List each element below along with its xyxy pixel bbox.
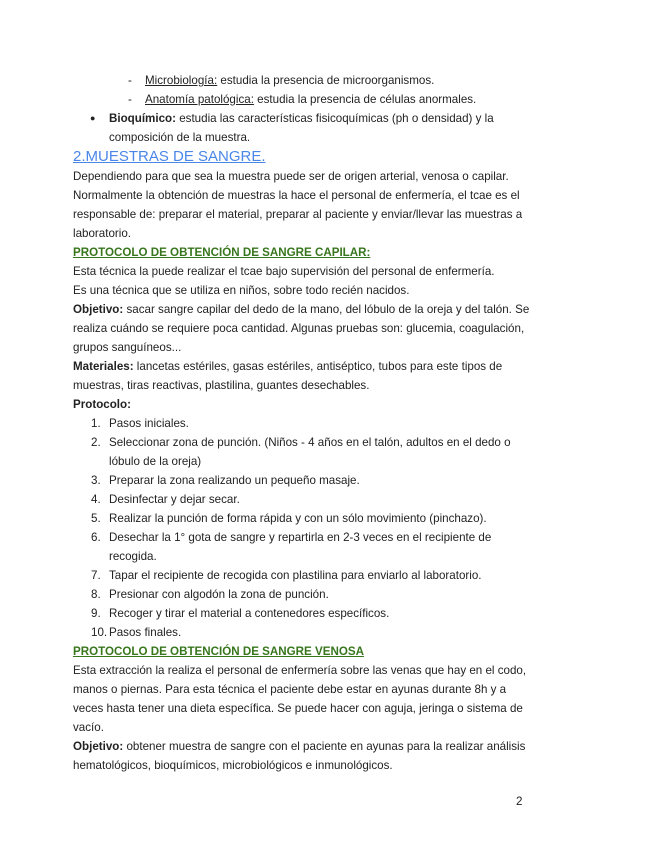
list-item	[73, 623, 533, 642]
page-content	[73, 71, 533, 775]
objetivo-text: obtener muestra de sangre con el paciente en ayunas para la realizar análisis hematológicos, bioquímicos, microbiológicos e inmunológicos.	[73, 740, 526, 772]
list-item	[73, 90, 533, 109]
step-text: Desinfectar y dejar secar.	[109, 493, 240, 506]
list-item	[73, 471, 533, 490]
step-text: Preparar la zona realizando un pequeño masaje.	[109, 474, 360, 487]
list-item	[73, 509, 533, 528]
list-item	[73, 528, 533, 566]
objetivo-label: Objetivo:	[73, 303, 124, 316]
step-number: 9.	[91, 607, 101, 620]
page-number: 2	[516, 795, 523, 808]
capilar-materiales	[73, 357, 533, 395]
step-text: Desechar la 1° gota de sangre y repartirla en 2-3 veces en el recipiente de recogida.	[109, 531, 492, 563]
list-item	[73, 433, 533, 471]
step-number: 4.	[91, 493, 101, 506]
list-term: Microbiología:	[145, 74, 218, 87]
capilar-objetivo	[73, 300, 533, 357]
step-number: 8.	[91, 588, 101, 601]
step-number: 2.	[91, 436, 101, 449]
objetivo-text: sacar sangre capilar del dedo de la mano, del lóbulo de la oreja y del talón. Se realiza cuándo se requiere poca cantidad. Algunas pruebas son: glucemia, coagulación, grupos sanguíneos...	[73, 303, 530, 354]
step-text: Tapar el recipiente de recogida con plastilina para enviarlo al laboratorio.	[109, 569, 482, 582]
venosa-protocol-title: PROTOCOLO DE OBTENCIÓN DE SANGRE VENOSA	[73, 645, 364, 658]
step-number: 5.	[91, 512, 101, 525]
step-number: 1.	[91, 417, 101, 430]
materiales-label: Materiales:	[73, 360, 134, 373]
list-term: Anatomía patológica:	[145, 93, 254, 106]
protocolo-label: Protocolo:	[73, 398, 131, 411]
list-text: estudia la presencia de células anormales.	[253, 93, 477, 106]
objetivo-label: Objetivo:	[73, 740, 124, 753]
step-text: Pasos iniciales.	[109, 417, 189, 430]
list-text: estudia la presencia de microorganismos.	[217, 74, 435, 87]
intro-paragraph: Dependiendo para que sea la muestra puede ser de origen arterial, venosa o capilar. Normalmente la obtención de muestras la hace el personal de enfermería, el tcae es el responsable de: preparar el material, preparar al paciente y enviar/llevar las muestras a laboratorio.	[73, 170, 523, 240]
list-item	[73, 109, 533, 147]
list-item	[73, 490, 533, 509]
list-item	[73, 604, 533, 623]
step-number: 6.	[91, 531, 101, 544]
venosa-paragraph-1: Esta extracción la realiza el personal de enfermería sobre las venas que hay en el codo, manos o piernas. Para esta técnica el paciente debe estar en ayunas durante 8h y a veces hasta tener una dieta específica. Se puede hacer con aguja, jeringa o sistema de vacío.	[73, 664, 527, 734]
step-number: 7.	[91, 569, 101, 582]
bioquimico-list	[73, 109, 533, 147]
step-text: Pasos finales.	[109, 626, 182, 639]
list-item	[73, 71, 533, 90]
microbiology-sublist	[73, 71, 533, 109]
section-title: 2.MUESTRAS DE SANGRE.	[73, 148, 266, 165]
list-item	[73, 414, 533, 433]
step-number: 3.	[91, 474, 101, 487]
capilar-paragraph-1: Esta técnica la puede realizar el tcae bajo supervisión del personal de enfermería.	[73, 265, 495, 278]
step-text: Recoger y tirar el material a contenedores específicos.	[109, 607, 390, 620]
materiales-text: lancetas estériles, gasas estériles, antiséptico, tubos para este tipos de muestras, tiras reactivas, plastilina, guantes desechables.	[73, 360, 503, 392]
step-text: Seleccionar zona de punción. (Niños - 4 años en el talón, adultos en el dedo o lóbulo de la oreja)	[109, 436, 511, 468]
capilar-paragraph-2: Es una técnica que se utiliza en niños, sobre todo recién nacidos.	[73, 284, 410, 297]
list-item	[73, 585, 533, 604]
step-text: Realizar la punción de forma rápida y con un sólo movimiento (pinchazo).	[109, 512, 487, 525]
step-text: Presionar con algodón la zona de punción.	[109, 588, 329, 601]
venosa-objetivo	[73, 737, 533, 775]
list-item	[73, 566, 533, 585]
list-text: estudia las características fisicoquímicas (ph o densidad) y la composición de la muestra.	[109, 112, 494, 144]
capilar-protocol-title: PROTOCOLO DE OBTENCIÓN DE SANGRE CAPILAR:	[73, 246, 371, 259]
capilar-steps-list	[73, 414, 533, 642]
step-number: 10.	[91, 626, 108, 639]
list-term: Bioquímico:	[109, 112, 176, 125]
